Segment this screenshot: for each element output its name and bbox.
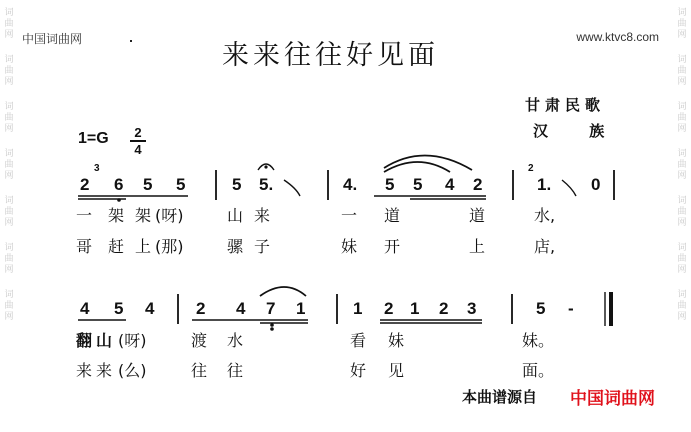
- lyric: 骡: [227, 237, 244, 256]
- grace-note: 2: [528, 163, 534, 174]
- lyric: 子: [254, 237, 271, 256]
- watermark-char: 网: [4, 218, 14, 228]
- watermark-char: 曲: [4, 66, 14, 76]
- watermark-char: 曲: [4, 301, 14, 311]
- site-name-left: 中国词曲网: [22, 32, 83, 46]
- note: 5: [143, 175, 153, 194]
- watermark-char: 网: [4, 312, 14, 322]
- decorative-dot: [130, 40, 132, 42]
- watermark-char: 网: [4, 77, 14, 87]
- watermark-char: 词: [677, 196, 687, 206]
- watermark-char: 曲: [677, 19, 687, 29]
- note: 5: [176, 175, 186, 194]
- watermark-char: 曲: [4, 207, 14, 217]
- watermark-char: 词: [4, 196, 14, 206]
- lyric: 看: [350, 331, 367, 350]
- lyric: 妹: [341, 237, 358, 256]
- lyric: 往: [227, 361, 244, 380]
- watermark-char: 网: [677, 218, 687, 228]
- watermark-char: 词: [677, 8, 687, 18]
- note: 1: [353, 299, 363, 318]
- watermark-char: 词: [4, 102, 14, 112]
- time-signature-bottom: 4: [134, 142, 142, 157]
- watermark-char: 网: [677, 30, 687, 40]
- lyric: 水: [227, 331, 244, 350]
- watermark-char: 网: [677, 124, 687, 134]
- watermark-char: 词: [677, 102, 687, 112]
- lyric: 往: [191, 361, 208, 380]
- slur: [260, 287, 306, 296]
- watermark-char: 网: [4, 30, 14, 40]
- key-signature: 1=G: [78, 130, 109, 147]
- lyric: 面。: [522, 361, 555, 380]
- note: 2: [80, 175, 90, 194]
- watermark-left: [2, 8, 16, 337]
- note: 4: [445, 175, 455, 194]
- watermark-char: 网: [4, 171, 14, 181]
- fermata-dot: [264, 165, 267, 168]
- watermark-char: 网: [4, 265, 14, 275]
- lyric: 水,: [534, 206, 556, 225]
- lyric: 道: [469, 206, 486, 225]
- note: 4.: [343, 175, 358, 194]
- note: 2: [473, 175, 483, 194]
- lyric: 一: [341, 206, 358, 225]
- note: 5: [232, 175, 242, 194]
- note: 2: [196, 299, 206, 318]
- lyric: 山: [227, 206, 244, 225]
- watermark-char: 曲: [677, 66, 687, 76]
- note: 5: [385, 175, 395, 194]
- slur-tail: [284, 180, 300, 196]
- watermark-char: 曲: [4, 254, 14, 264]
- watermark-char: 曲: [4, 113, 14, 123]
- site-url-right: www.ktvc8.com: [576, 30, 659, 44]
- lyric: 见: [388, 361, 405, 380]
- song-ethnicity: 汉 族: [533, 122, 623, 140]
- watermark-char: 词: [4, 149, 14, 159]
- lyric: 妹: [388, 331, 405, 350]
- note: 7: [266, 299, 276, 318]
- note: 3: [467, 299, 477, 318]
- note: 1.: [537, 175, 552, 194]
- lyric: 哥: [76, 237, 93, 256]
- lyric: 道: [384, 206, 401, 225]
- watermark-char: 词: [4, 243, 14, 253]
- watermark-char: 曲: [4, 19, 14, 29]
- note: 1: [296, 299, 306, 318]
- lyric: 好: [350, 361, 367, 380]
- note: 6: [114, 175, 124, 194]
- watermark-char: 曲: [4, 160, 14, 170]
- watermark-char: 曲: [677, 160, 687, 170]
- lyric: (那): [155, 237, 184, 256]
- watermark-char: 曲: [677, 254, 687, 264]
- watermark-char: 网: [677, 312, 687, 322]
- note: 5: [114, 299, 124, 318]
- note: 4: [145, 299, 155, 318]
- lyric: 来: [254, 206, 271, 225]
- lyric: 开: [384, 237, 401, 256]
- watermark-char: 曲: [677, 113, 687, 123]
- lyric: 渡: [191, 331, 208, 350]
- source-site-link[interactable]: 中国词曲网: [570, 389, 655, 409]
- watermark-char: 词: [677, 243, 687, 253]
- lyric: 来: [76, 361, 93, 380]
- watermark-char: 词: [4, 8, 14, 18]
- watermark-char: 网: [677, 265, 687, 275]
- song-origin: 甘肃民歌: [525, 96, 606, 114]
- note: 2: [384, 299, 394, 318]
- watermark-char: 网: [677, 171, 687, 181]
- watermark-char: 网: [4, 124, 14, 134]
- lyric: 翻: [76, 331, 93, 350]
- note: -: [568, 299, 574, 318]
- octave-dot: [117, 198, 121, 202]
- lyric: 妹。: [522, 331, 555, 350]
- watermark-char: 词: [677, 149, 687, 159]
- lyric: (么): [118, 361, 147, 380]
- note: 4: [236, 299, 246, 318]
- watermark-char: 词: [677, 290, 687, 300]
- lyric: (呀): [118, 331, 147, 350]
- note: 5: [413, 175, 423, 194]
- song-title: 来来往往好见面: [222, 40, 439, 71]
- lyric: (呀): [155, 206, 184, 225]
- lyric: 上: [135, 237, 152, 256]
- octave-dot: [270, 323, 274, 327]
- lyric: 架: [135, 206, 152, 225]
- lyric: 上: [469, 237, 486, 256]
- note: 2: [439, 299, 449, 318]
- note: 4: [80, 299, 90, 318]
- note: 0: [591, 175, 601, 194]
- lyric: 赶: [108, 237, 125, 256]
- watermark-right: [675, 8, 689, 337]
- watermark-char: 网: [677, 77, 687, 87]
- watermark-char: 词: [4, 290, 14, 300]
- lyric: 架: [108, 206, 125, 225]
- note: 5: [536, 299, 546, 318]
- note: 5.: [259, 175, 274, 194]
- grace-note: 3: [94, 163, 100, 174]
- watermark-char: 曲: [677, 301, 687, 311]
- time-signature-top: 2: [134, 125, 142, 140]
- octave-dot: [270, 327, 274, 331]
- slur: [384, 155, 472, 170]
- slur-tail: [562, 180, 576, 196]
- time-signature: [130, 126, 146, 156]
- watermark-char: 词: [4, 55, 14, 65]
- lyric: 店,: [534, 237, 556, 256]
- source-label: 本曲谱源自: [462, 388, 538, 406]
- slur: [384, 162, 450, 172]
- watermark-char: 词: [677, 55, 687, 65]
- note: 1: [410, 299, 420, 318]
- lyric: 一: [76, 206, 93, 225]
- watermark-char: 曲: [677, 207, 687, 217]
- lyric: 山: [96, 331, 113, 350]
- lyric: 来: [96, 361, 113, 380]
- fermata: [258, 164, 274, 170]
